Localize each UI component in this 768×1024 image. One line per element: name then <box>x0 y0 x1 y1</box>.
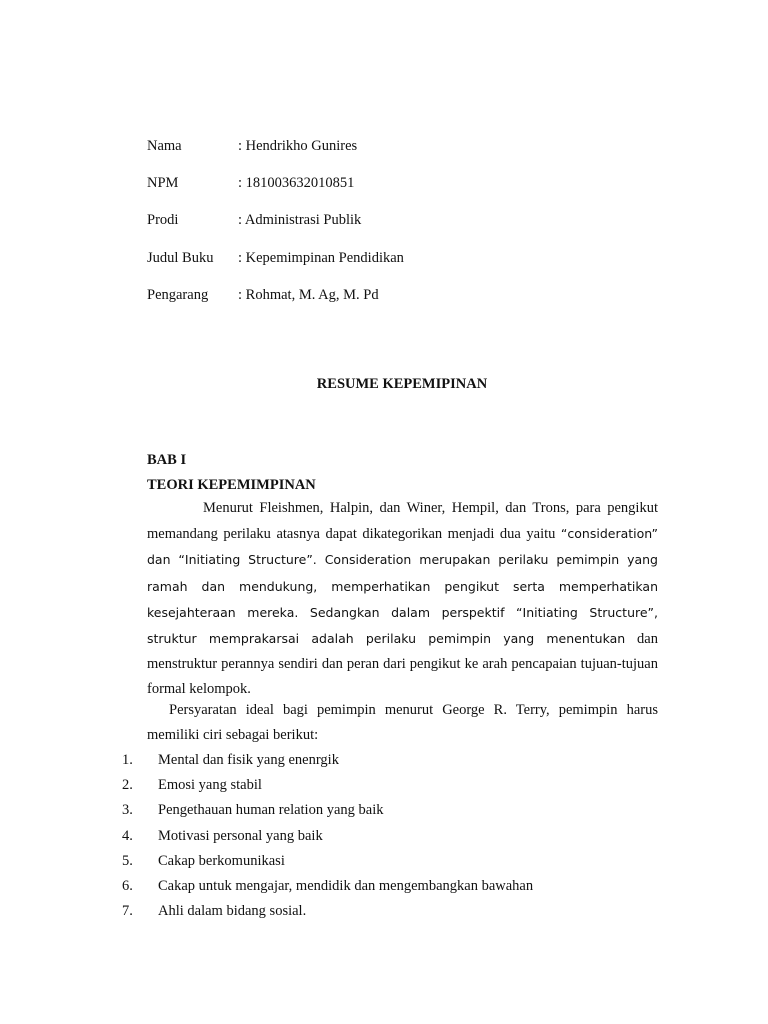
list-text: Mental dan fisik yang enenrgik <box>158 752 339 768</box>
info-label: Pengarang <box>147 287 209 303</box>
list-text: Motivasi personal yang baik <box>158 827 323 844</box>
paragraph-2: Persyaratan ideal bagi pemimpin menurut George R. Terry, pemimpin harus memiliki ciri sebagai berikut: <box>147 702 658 744</box>
info-value: : Administrasi Publik <box>238 212 362 228</box>
paragraph-1-part-2: “consideration” dan “Initiating Structure”. Consideration merupakan perilaku pemimpin yang ramah dan mendukung, memperhatikan pengikut serta memperhatikan kesejahteraan mereka. Sedangkan dalam perspektif “Initiating Structure”, struktur memprakarsai adalah perilaku pemimpin yang menentukan <box>147 526 658 647</box>
chapter-number: BAB I <box>147 452 187 468</box>
list-text: Emosi yang stabil <box>158 777 262 794</box>
info-label: Prodi <box>147 212 179 228</box>
info-value: : Kepemimpinan Pendidikan <box>238 250 404 266</box>
info-label: Nama <box>147 138 182 154</box>
info-value: : Rohmat, M. Ag, M. Pd <box>238 287 379 303</box>
paragraph-1 <box>147 496 658 703</box>
info-row-npm <box>147 173 354 193</box>
list-text: Cakap untuk mengajar, mendidik dan mengembangkan bawahan <box>158 877 534 894</box>
paragraph-1-part-1: Menurut Fleishmen, Halpin, dan Winer, Hempil, dan Trons, para pengikut memandang perilaku atasnya dapat dikategorikan menjadi dua yaitu <box>147 500 658 543</box>
list-text: Ahli dalam bidang sosial. <box>158 903 307 920</box>
list-number: 6. <box>122 877 133 894</box>
info-row-prodi <box>147 210 361 230</box>
info-value: : Hendrikho Gunires <box>238 138 358 154</box>
list-number: 1. <box>122 752 133 768</box>
document-title: RESUME KEPEMIPINAN <box>316 376 488 392</box>
list-number: 4. <box>122 827 133 844</box>
info-row-pengarang <box>147 285 379 305</box>
info-label: NPM <box>147 175 179 191</box>
list-number: 7. <box>122 903 133 920</box>
list-text: Pengethauan human relation yang baik <box>158 802 384 819</box>
list-text: Cakap berkomunikasi <box>158 852 285 869</box>
list-number: 3. <box>122 802 133 819</box>
info-row-nama <box>147 136 357 156</box>
info-row-judul-buku <box>147 248 404 268</box>
list-number: 5. <box>122 852 133 869</box>
info-value: : 181003632010851 <box>238 175 355 191</box>
chapter-heading: TEORI KEPEMIMPINAN <box>147 477 316 493</box>
list-number: 2. <box>122 777 133 794</box>
paragraph-1-part-3: dan menstruktur perannya sendiri dan peran dari pengikut ke arah pencapaian tujuan-tujuan formal kelompok. <box>147 631 658 698</box>
info-label: Judul Buku <box>147 250 214 266</box>
